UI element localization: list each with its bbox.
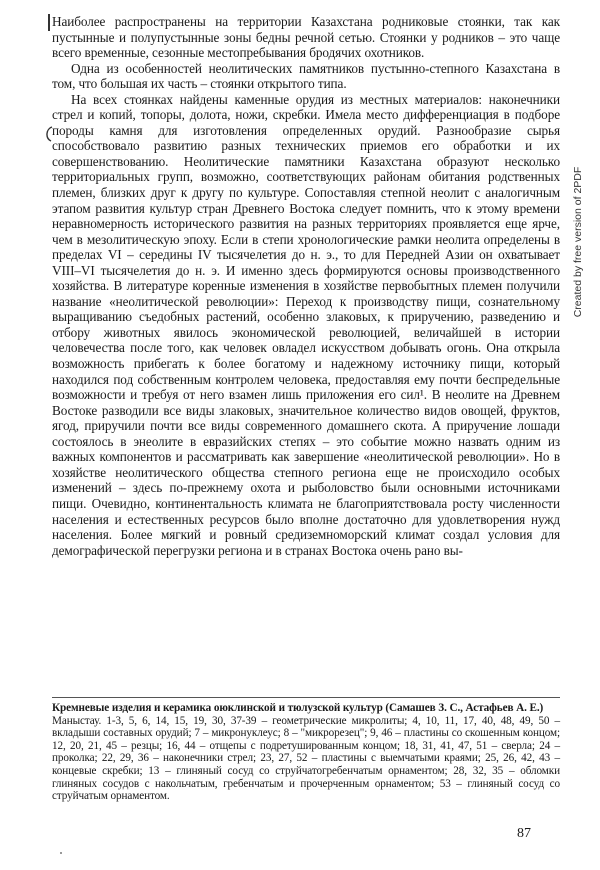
caption-divider xyxy=(52,697,560,698)
caption-legend: Маныстау. 1-3, 5, 6, 14, 15, 19, 30, 37-39 – геометрические микролиты; 4, 10, 11, 17, 40, 48, 49, 50 – вкладыши составных орудий; 7 – микронуклеус; 8 – "микрорезец"; 9, 46 – пластины со скошенным концом; 12, 20, 21, 45 – резцы; 16, 44 – отщепы с подретушированным концом; 18, 31, 41, 47, 51 – сверла; 24 – проколка; 22, 29, 36 – наконечники стрел; 23, 27, 52 – пластины с выемчатыми краями; 25, 26, 42, 43 – концевые скребки; 13 – глиняный сосуд со струйчатогребенчатым орнаментом; 28, 32, 35 – обломки глиняных сосудов с накольчатым, гребенчатым и прочерченным орнаментом; 53 – глиняный сосуд со струйчатым орнаментом. xyxy=(52,714,560,803)
paragraph: Одна из особенностей неолитических памятников пустынно-степного Казахстана в том, что большая их часть – стоянки открытого типа. xyxy=(52,60,560,92)
watermark-side-note xyxy=(570,166,586,318)
page-number: 87 xyxy=(517,826,531,841)
watermark-text: Created by free version of 2PDF xyxy=(572,166,584,318)
scan-speck xyxy=(60,852,62,854)
paragraph: На всех стоянках найдены каменные орудия из местных материалов: наконечники стрел и копий, топоры, долота, ножи, скребки. Имела место дифференциация в подборе породы камня для изготовления определенных орудий. Разнообразие сырья способствовало развитию разных технических приемов его обработки и их совершенствованию. Неолитические памятники Казахстана образуют несколько территориальных групп, возможно, соответствующих районам обитания родственных племен, близких друг к другу по культуре. Сопоставляя степной неолит с аналогичным этапом развития культур стран Древнего Востока следует помнить, что к этому времени неравномерность исторического развития на разных территориях проявляется еще ярче, чем в мезолитическую эпоху. Если в степи хронологические рамки неолита определены в пределах VI – середины IV тысячелетия до н. э., то для Передней Азии он охватывает VIII–VI тысячелетия до н. э. И именно здесь формируются основы производственного хозяйства. В литературе коренные изменения в хозяйстве первобытных племен получили название «неолитической революции»: Переход к производству пищи, сознательному выращиванию съедобных растений, особенно злаковых, к приручению, разведению и отбору животных явилось экономической революцией, величайшей в истории человечества после того, как человек овладел искусством добывать огонь. Она открыла возможность прибегать к более богатому и надежному источнику пищи, который находился под собственным контролем человека, предоставляя ему почти беспредельные возможности и требуя от него взамен лишь приложения его сил¹. В неолите на Древнем Востоке разводили все виды злаковых, значительное количество видов овощей, фруктов, ягод, приручили почти все виды современного домашнего скота. А приручение лошади состоялось в энеолите в евразийских степях – это событие можно назвать одним из важных компонентов и рассматривать как завершение «неолитической революции». Но в хозяйстве неолитического общества степного региона еще не происходило особых изменений – здесь по-прежнему охота и рыболовство были основными источниками пищи. Очевидно, континентальность климата не благоприятствовала росту численности населения и естественных ресурсов было вполне достаточно для удовлетворения нужд населения. Более мягкий и ровный средиземноморский климат создал условия для демографической перегрузки региона и в странах Востока очень рано вы- xyxy=(52,91,560,558)
body-text xyxy=(52,14,560,558)
figure-caption xyxy=(52,702,560,803)
paragraph: Наиболее распространены на территории Казахстана родниковые стоянки, так как пустынные и полупустынные зоны бедны речной сетью. Стоянки у родников – это чаще всего временные, сезонные местопребывания бродячих охотников. xyxy=(52,14,560,61)
margin-mark xyxy=(48,14,50,31)
caption-heading: Кремневые изделия и керамика оюклинской и тюлузской культур (Самашев З. С., Астафьев А. Е.) xyxy=(52,702,544,714)
